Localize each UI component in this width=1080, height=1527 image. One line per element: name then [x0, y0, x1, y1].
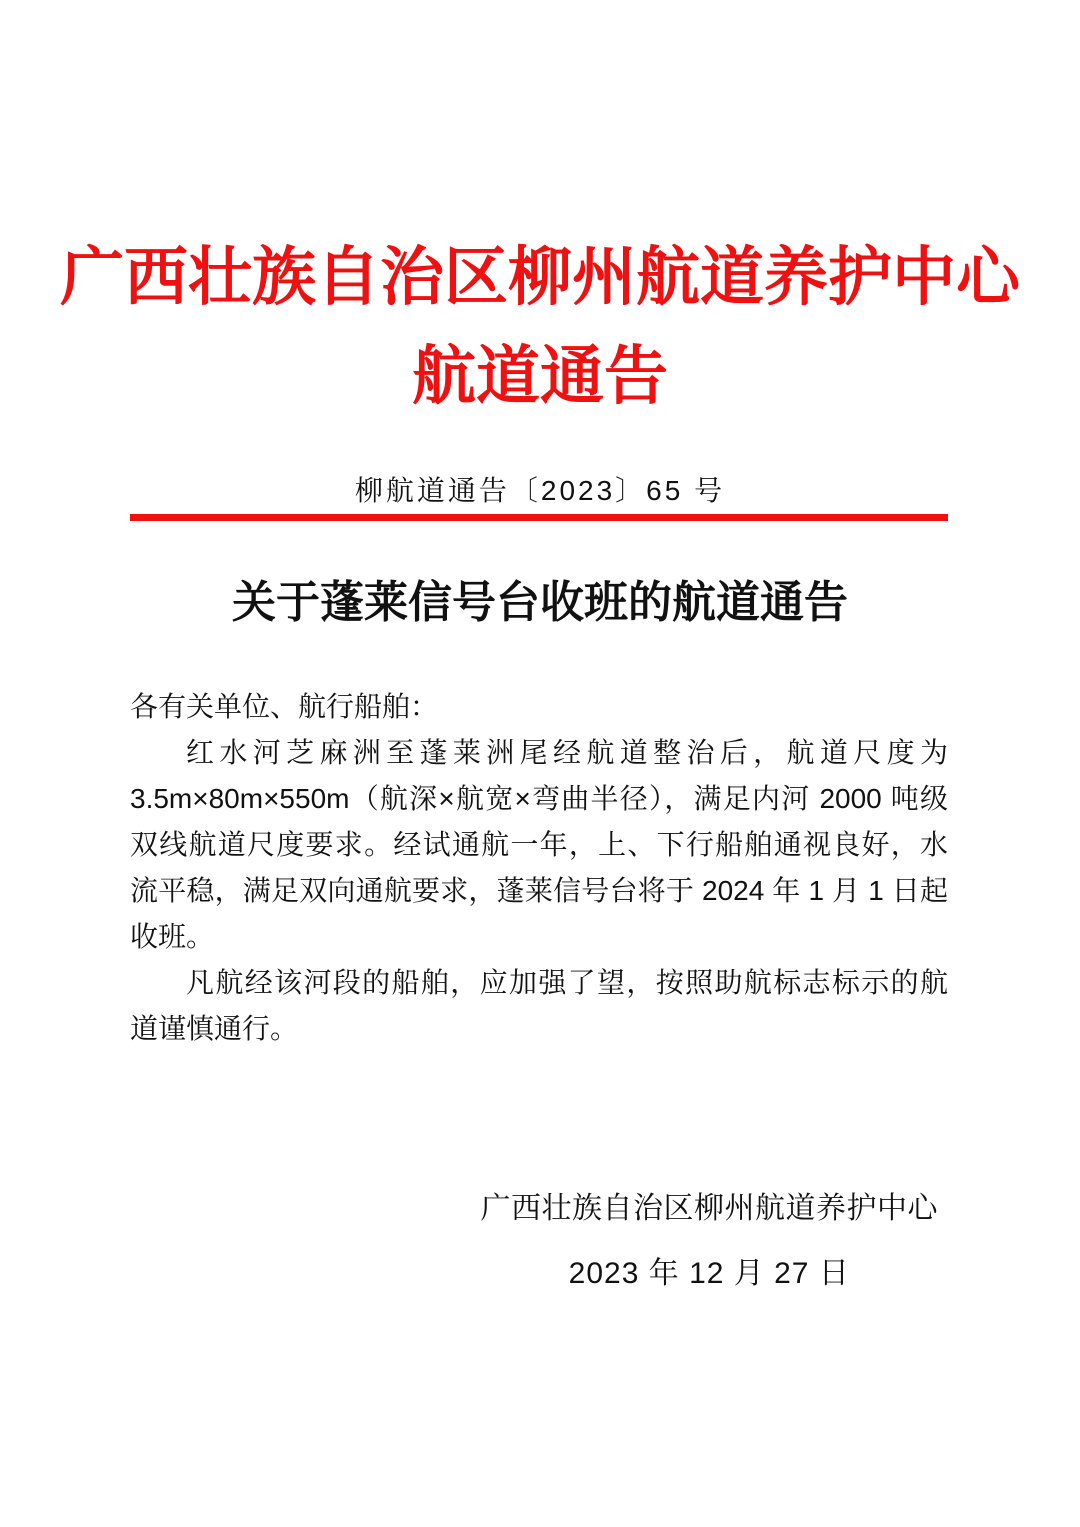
body-line: 道谨慎通行。: [130, 1013, 299, 1044]
body-line: 双线航道尺度要求。经试通航一年，上、下行船舶通视良好，水: [130, 829, 948, 860]
doc-number: 柳航道通告〔2023〕65 号: [354, 475, 726, 506]
salutation: 各有关单位、航行船舶：: [130, 691, 439, 722]
issuer-signature: 广西壮族自治区柳州航道养护中心: [480, 1192, 938, 1225]
red-divider-rule: [130, 514, 948, 521]
subject-title: 关于蓬莱信号台收班的航道通告: [232, 578, 848, 627]
body-line: 流平稳，满足双向通航要求，蓬莱信号台将于 2024 年 1 月 1 日起: [130, 875, 948, 906]
body-line: 3.5m×80m×550m（航深×航宽×弯曲半径），满足内河 2000 吨级: [130, 783, 948, 814]
notice-body: [130, 684, 948, 1052]
body-line: 收班。: [130, 921, 215, 952]
signature-block: [481, 1186, 939, 1294]
body-line: 凡航经该河段的船舶，应加强了望，按照助航标志标示的航: [186, 967, 948, 998]
org-title: 广西壮族自治区柳州航道养护中心: [60, 242, 1020, 313]
doc-type-title: 航道通告: [412, 341, 668, 412]
body-line: 红水河芝麻洲至蓬莱洲尾经航道整治后，航道尺度为: [186, 737, 948, 768]
issue-date: 2023 年 12 月 27 日: [568, 1257, 850, 1290]
